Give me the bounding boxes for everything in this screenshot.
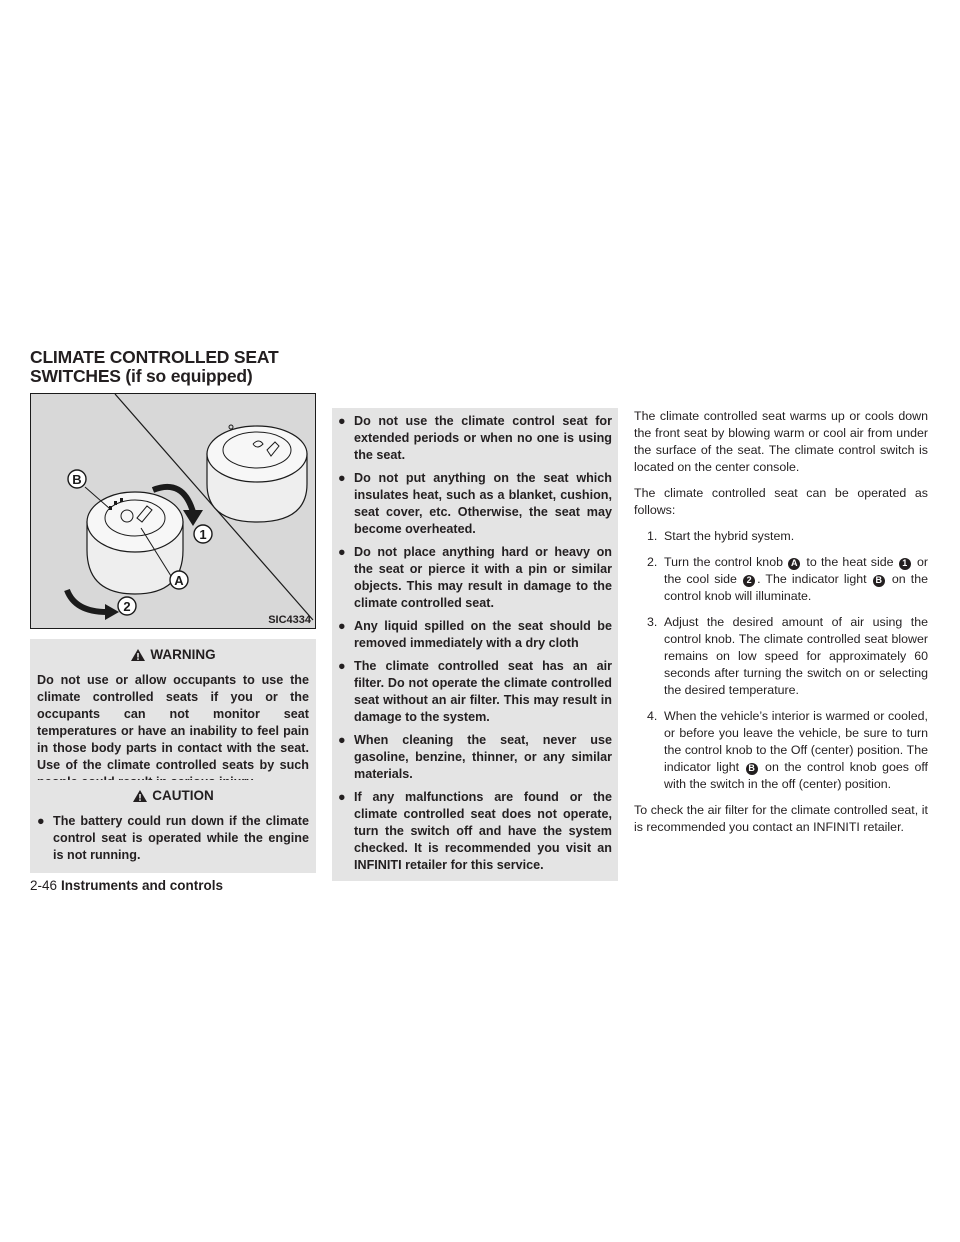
caution-item: ● The climate controlled seat has an air filter. Do not operate the climate controlled seat without an air filter. This may result in damage to the system. [338,659,612,724]
callout-b-marker: B [746,763,758,775]
knob-illustration [31,394,316,629]
footer-section-name: Instruments and controls [61,878,224,893]
caution-item: ● Do not put anything on the seat which insulates heat, such as a blanket, cushion, seat cover, etc. Otherwise, the seat may become overheated. [338,471,612,536]
bullet-icon: ● [338,619,346,633]
bullet-icon: ● [338,545,346,559]
caution-continued-box [332,408,618,881]
warning-heading [37,647,309,662]
cool-arrow [67,590,107,612]
section-title-line-2: SWITCHES (if so equipped) [30,366,253,386]
section-title [30,348,278,386]
intro-paragraph: The climate controlled seat warms up or cools down the front seat by blowing warm or cool air from under the surface of the seat. The climate control switch is located on the center console. [634,409,928,474]
callout-2-marker: 2 [743,575,755,587]
svg-text:B: B [72,472,82,487]
bullet-icon: ● [338,659,346,673]
page-footer [30,878,223,893]
callout-1-marker: 1 [899,558,911,570]
caution-item: ● The battery could run down if the climate control seat is operated while the engine is not running. [37,814,309,862]
callout-1 [194,525,212,543]
climate-seat-knob-figure [30,393,316,629]
callout-a-marker: A [788,558,800,570]
operation-intro: The climate controlled seat can be operated as follows: [634,486,928,517]
step-item: 3. Adjust the desired amount of air using the control knob. The climate controlled seat blower remains on low speed for approximately 60 seconds after turning the switch on or selecting the desired temperature. [647,615,928,697]
bullet-icon: ● [338,471,346,485]
callout-b [68,470,86,488]
caution-item: ● Do not use the climate control seat for extended periods or when no one is using the seat. [338,414,612,462]
lower-knob [87,492,183,594]
bullet-icon: ● [338,414,346,428]
warning-box [30,639,316,800]
step-item: 2. Turn the control knob A to the heat side 1 or the cool side 2 . The indicator light B on the control knob will illuminate. [647,555,928,603]
filter-note: To check the air filter for the climate controlled seat, it is recommended you contact an INFINITI retailer. [634,803,928,834]
svg-text:1: 1 [199,527,207,542]
bullet-icon: ● [338,790,346,804]
caution-triangle-icon [132,789,148,803]
cool-arrow-head [105,604,119,620]
callout-b-marker: B [873,575,885,587]
caution-heading [37,788,309,803]
caution-item: ● Do not place anything hard or heavy on the seat or pierce it with a pin or similar objects. This may result in damage to the climate controlled seat. [338,545,612,610]
step-item: 1. Start the hybrid system. [647,529,795,543]
warning-title: WARNING [150,647,216,662]
page-number: 2-46 [30,878,58,893]
caution-continued-list [338,413,612,874]
caution-item: ● Any liquid spilled on the seat should be removed immediately with a dry cloth [338,619,612,650]
bullet-icon: ● [37,814,45,828]
figure-id: SIC4334 [268,614,311,626]
section-title-line-1: CLIMATE CONTROLLED SEAT [30,347,279,367]
caution-title: CAUTION [152,788,214,803]
upper-knob [207,425,307,522]
caution-item: ● If any malfunctions are found or the climate controlled seat does not operate, turn the switch off and have the system checked. It is recommended you visit an INFINITI retailer for this service. [338,790,612,872]
caution-box [30,780,316,873]
caution-list [37,813,309,864]
operation-steps [634,528,928,793]
warning-text: Do not use or allow occupants to use the climate controlled seats if you or the occupants can not monitor seat temperatures or have an inability to feel pain in those body parts in contact with the seat. Use of the climate controlled seats by such [37,673,309,772]
callout-2 [118,597,136,615]
caution-item: ● When cleaning the seat, never use gasoline, benzine, thinner, or any similar materials. [338,733,612,781]
svg-text:2: 2 [123,599,131,614]
bullet-icon: ● [338,733,346,747]
callout-a [170,571,188,589]
step-item: 4. When the vehicle’s interior is warmed or cooled, or before you leave the vehicle, be sure to turn the control knob to the Off (center) position. The indicator light B on the control knob goes off with the switch in the off (center) position. [647,709,928,791]
warning-triangle-icon [130,648,146,662]
svg-text:A: A [174,573,184,588]
heat-arrow-head [183,510,203,526]
body-column [634,408,928,845]
